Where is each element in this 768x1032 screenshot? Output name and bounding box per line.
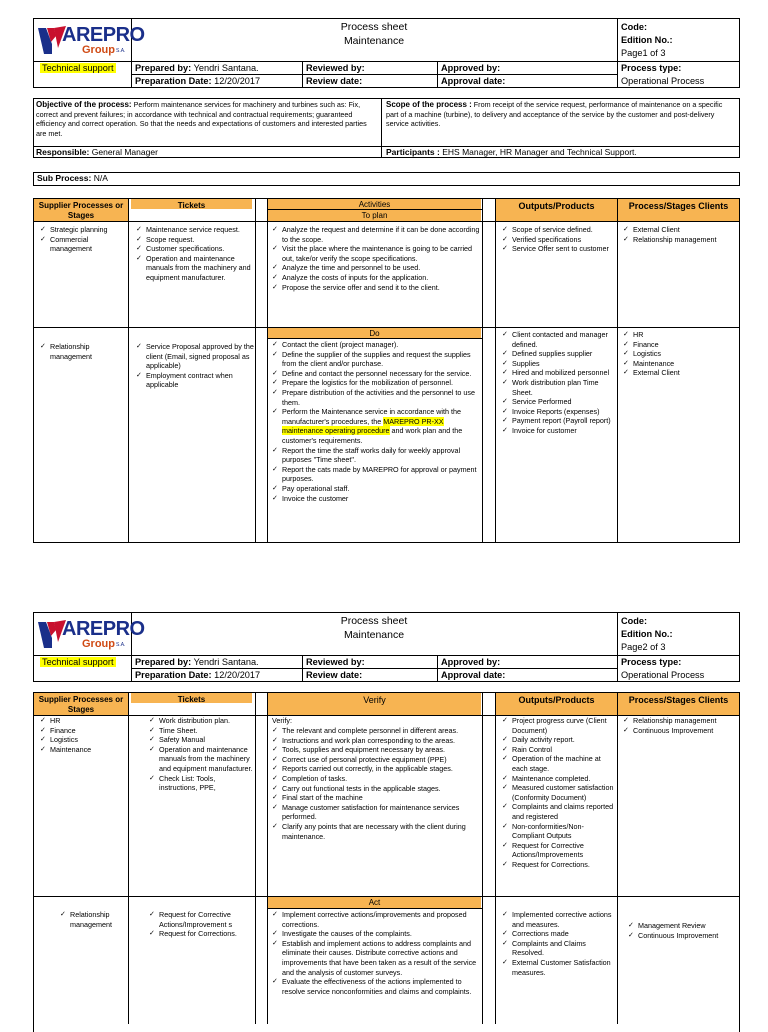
list-item: ✓ Propose the service offer and send it to the client.	[272, 283, 480, 293]
list-item	[272, 407, 480, 445]
list-item: ✓ Evaluate the effectiveness of the actions implemented to resolve service nonconformities and claims and complaints.	[272, 977, 480, 996]
list-item: ✓ Clarify any points that are necessary with the client during maintenance.	[272, 822, 480, 841]
list-item: ✓ Non-conformities/Non-Compliant Outputs	[502, 822, 615, 841]
subprocess-row	[33, 172, 740, 186]
edition-label: Edition No.:	[621, 629, 673, 639]
list-item: ✓ Management Review	[628, 921, 738, 931]
list-item: ✓ Hired and mobilized personnel	[502, 368, 615, 378]
reviewed-by: Reviewed by:	[306, 657, 365, 667]
list-item: ✓ Client contacted and manager defined.	[502, 330, 615, 349]
list-item: ✓ Manage customer satisfaction for maintenance services performed.	[272, 803, 480, 822]
list-item: ✓ External Customer Satisfaction measures.	[502, 958, 615, 977]
list-item: ✓ Service Performed	[502, 397, 615, 407]
list-item: ✓ Carry out functional tests in the applicable stages.	[272, 784, 480, 794]
list-item: ✓ Continuous Improvement	[623, 726, 738, 736]
col-suppliers: Supplier Processes or Stages	[38, 201, 124, 220]
subprocess	[37, 173, 108, 184]
plan-tickets	[136, 225, 254, 283]
reviewed-by: Reviewed by:	[306, 63, 365, 73]
list-item: ✓ Report the cats made by MAREPRO for approval or payment purposes.	[272, 465, 480, 484]
scope-label: Scope of the process :	[386, 100, 472, 109]
approved-by: Approved by:	[441, 657, 501, 667]
logo-wordmark: AREPRO	[62, 618, 145, 640]
objective-text	[36, 100, 378, 138]
list-item: ✓ Complaints and claims reported and registered	[502, 802, 615, 821]
list-item: ✓ Tools, supplies and equipment necessary by areas.	[272, 745, 480, 755]
col-suppliers: Supplier Processes or Stages	[38, 695, 124, 714]
list-item: ✓ Relationship management	[60, 910, 126, 929]
prepared-by	[135, 63, 259, 74]
list-item: ✓ HR	[40, 716, 126, 726]
list-item: ✓ Daily activity report.	[502, 735, 615, 745]
verify-suppliers	[40, 716, 126, 754]
list-item: ✓ Instructions and work plan corresponding to the areas.	[272, 736, 480, 746]
scope-text	[386, 100, 736, 129]
list-item: ✓ Relationship management	[40, 342, 126, 361]
list-item: ✓ Request for Corrections.	[502, 860, 615, 870]
prep-date-value: 12/20/2017	[214, 76, 261, 86]
act-tickets	[149, 910, 253, 939]
responsible-label: Responsible:	[36, 147, 90, 157]
list-item: ✓ Defined supplies supplier	[502, 349, 615, 359]
list-item: ✓ Operation of the machine at each stage.	[502, 754, 615, 773]
list-item: ✓ Service Proposal approved by the client (Email, signed proposal as applicable)	[136, 342, 254, 371]
doc-title-line1: Process sheet	[340, 21, 408, 33]
col-outputs: Outputs/Products	[518, 201, 595, 211]
do-clients	[623, 330, 738, 378]
list-item: ✓ Scope of service defined.	[502, 225, 615, 235]
list-item: ✓ Operation and maintenance manuals from the machinery and equipment manufacturer.	[136, 254, 254, 283]
list-item: ✓ Maintenance service request.	[136, 225, 254, 235]
list-item: ✓ Invoice for customer	[502, 426, 615, 436]
list-item: ✓ Prepare the logistics for the mobilization of personnel.	[272, 378, 480, 388]
list-item: ✓ Work distribution plan.	[149, 716, 253, 726]
list-item: ✓ Time Sheet.	[149, 726, 253, 736]
prepared-by-label: Prepared by:	[135, 657, 192, 667]
list-item: ✓ Final start of the machine	[272, 793, 480, 803]
scope-body: From receipt of the service request, performance of maintenance on a specific part of a machine (turbine), to delivery and acceptance of the service by the customer and post-delivery service activities.	[386, 100, 723, 129]
list-item: ✓ Corrections made	[502, 929, 615, 939]
verify-clients	[623, 716, 738, 735]
review-date: Review date:	[306, 76, 363, 86]
objective-body: Perform maintenance services for machinery and turbines such as: Fix, correct and prevent failures; in accordance with technical and contractual requirements; guaranteed efficiency and correct operation. So that the needs and expectations of customers and interested parties are met.	[36, 100, 367, 138]
act-clients	[628, 921, 738, 940]
list-item: ✓ Correct use of personal protective equipment (PPE)	[272, 755, 480, 765]
prep-date-label: Preparation Date:	[135, 670, 212, 680]
list-item: ✓ Strategic planning	[40, 225, 126, 235]
list-item: ✓ Service Offer sent to customer	[502, 244, 615, 254]
list-item: ✓ Check List: Tools, instructions, PPE,	[149, 774, 253, 793]
code-label: Code:	[621, 22, 648, 32]
list-item: ✓ Reports carried out correctly, in the applicable stages.	[272, 764, 480, 774]
list-item: ✓ Scope request.	[136, 235, 254, 245]
plan-clients	[623, 225, 738, 244]
list-item: ✓ Maintenance completed.	[502, 774, 615, 784]
responsible-value: General Manager	[91, 147, 158, 157]
review-date: Review date:	[306, 670, 363, 680]
list-item: ✓ Project progress curve (Client Document)	[502, 716, 615, 735]
list-item: ✓ Safety Manual	[149, 735, 253, 745]
list-item: ✓ The relevant and complete personnel in different areas.	[272, 726, 480, 736]
list-item: ✓ Define the supplier of the supplies and request the supplies from the client and/or purchase.	[272, 350, 480, 369]
list-item: ✓ Employment contract when applicable	[136, 371, 254, 390]
plan-suppliers	[40, 225, 126, 254]
participants-label: Participants :	[386, 147, 440, 157]
stage-act: Act	[368, 898, 381, 907]
logo-suffix: S.A.	[116, 48, 126, 54]
list-item: ✓ Commercial management	[40, 235, 126, 254]
do-activities	[272, 340, 480, 503]
list-item: ✓ Complaints and Claims Resolved.	[502, 939, 615, 958]
marepro-logo	[38, 22, 145, 58]
list-item: ✓ Request for Corrective Actions/Improvements	[502, 841, 615, 860]
prep-date	[135, 76, 260, 87]
list-item: ✓ Finance	[40, 726, 126, 736]
page-number: Page1 of 3	[621, 48, 666, 58]
list-item: ✓ Contact the client (project manager).	[272, 340, 480, 350]
tech-support-label: Technical support	[42, 63, 114, 73]
procedure-highlight: MAREPRO PR-XX maintenance operating procedure	[282, 416, 444, 436]
list-item: ✓ Analyze the time and personnel to be used.	[272, 263, 480, 273]
do-tickets	[136, 342, 254, 390]
list-item: ✓ Operation and maintenance manuals from the machinery and equipment manufacturer.	[149, 745, 253, 774]
verify-tickets	[149, 716, 253, 793]
participants-value: EHS Manager, HR Manager and Technical Support.	[442, 147, 637, 157]
doc-title-line1: Process sheet	[340, 615, 408, 627]
page-number: Page2 of 3	[621, 642, 666, 652]
list-item: ✓ Request for Corrections.	[149, 929, 253, 939]
col-verify: Verify	[363, 695, 386, 705]
prep-date	[135, 670, 260, 681]
list-item: ✓ Analyze the request and determine if it can be done according to the scope.	[272, 225, 480, 244]
tech-support-wrap	[40, 63, 116, 74]
list-item: ✓ Customer specifications.	[136, 244, 254, 254]
list-item: ✓ Measured customer satisfaction (Conformity Document)	[502, 783, 615, 802]
list-item: ✓ Invoice the customer	[272, 494, 480, 504]
list-item: ✓ Finance	[623, 340, 738, 350]
tech-support-wrap	[40, 657, 116, 668]
prepared-by	[135, 657, 259, 668]
list-item: ✓ Verified specifications	[502, 235, 615, 245]
approval-date: Approval date:	[441, 670, 506, 680]
act-suppliers	[60, 910, 126, 929]
act-outputs	[502, 910, 615, 977]
list-item: ✓ Completion of tasks.	[272, 774, 480, 784]
activity-text: Perform the Maintenance service in accordance with the manufacturer's procedures, the	[282, 407, 461, 426]
list-item: ✓ Analyze the costs of inputs for the application.	[272, 273, 480, 283]
col-tickets: Tickets	[177, 695, 206, 704]
list-item: ✓ Pay operational staff.	[272, 484, 480, 494]
col-clients: Process/Stages Clients	[628, 695, 729, 705]
logo-group: Group	[82, 638, 115, 650]
tech-support-label: Technical support	[42, 657, 114, 667]
marepro-logo	[38, 616, 145, 652]
list-item: ✓ HR	[623, 330, 738, 340]
prepared-by-value: Yendri Santana.	[193, 657, 259, 667]
doc-title-line2: Maintenance	[343, 629, 405, 641]
logo-suffix: S.A.	[116, 642, 126, 648]
col-outputs: Outputs/Products	[518, 695, 595, 705]
stage-do: Do	[369, 329, 380, 338]
prepared-by-value: Yendri Santana.	[193, 63, 259, 73]
prep-date-label: Preparation Date:	[135, 76, 212, 86]
approval-date: Approval date:	[441, 76, 506, 86]
list-item: ✓ Relationship management	[623, 716, 738, 726]
list-item: ✓ Maintenance	[40, 745, 126, 755]
list-item: ✓ External Client	[623, 225, 738, 235]
list-item: ✓ External Client	[623, 368, 738, 378]
edition-label: Edition No.:	[621, 35, 673, 45]
list-item: ✓ Invoice Reports (expenses)	[502, 407, 615, 417]
plan-activities	[272, 225, 480, 292]
verify-intro: Verify:	[272, 716, 292, 725]
objective-label: Objective of the process:	[36, 100, 132, 109]
list-item: ✓ Work distribution plan Time Sheet.	[502, 378, 615, 397]
list-item: ✓ Maintenance	[623, 359, 738, 369]
verify-activities	[272, 726, 480, 841]
list-item: ✓ Payment report (Payroll report)	[502, 416, 615, 426]
logo-wordmark: AREPRO	[62, 24, 145, 46]
subprocess-label: Sub Process:	[37, 173, 92, 183]
participants	[386, 147, 637, 158]
plan-outputs	[502, 225, 615, 254]
process-type-label: Process type:	[621, 63, 682, 73]
code-label: Code:	[621, 616, 648, 626]
col-activities: Activities	[358, 200, 391, 209]
list-item: ✓ Prepare distribution of the activities and the personnel to use them.	[272, 388, 480, 407]
list-item: ✓ Investigate the causes of the complaints.	[272, 929, 480, 939]
act-activities	[272, 910, 480, 996]
process-type-value: Operational Process	[621, 76, 705, 86]
list-item: ✓ Report the time the staff works daily for weekly approval purposes "Time sheet".	[272, 446, 480, 465]
subprocess-value: N/A	[93, 173, 108, 183]
list-item: ✓ Establish and implement actions to address complaints and eliminate their causes. Distribute corrective actions and improvements that have been taken as a result of the service and the analysis of customer surveys.	[272, 939, 480, 977]
do-suppliers	[40, 342, 126, 361]
list-item: ✓ Continuous Improvement	[628, 931, 738, 941]
col-clients: Process/Stages Clients	[628, 201, 729, 211]
list-item: ✓ Implement corrective actions/improvements and proposed corrections.	[272, 910, 480, 929]
list-item: ✓ Request for Corrective Actions/Improvement s	[149, 910, 253, 929]
list-item: ✓ Define and contact the personnel necessary for the service.	[272, 369, 480, 379]
list-item: ✓ Implemented corrective actions and measures.	[502, 910, 615, 929]
list-item: ✓ Relationship management	[623, 235, 738, 245]
activity-text: and work plan and the customer's requirements.	[282, 426, 463, 445]
prepared-by-label: Prepared by:	[135, 63, 192, 73]
list-item: ✓ Supplies	[502, 359, 615, 369]
col-tickets: Tickets	[177, 201, 206, 210]
process-type-value: Operational Process	[621, 670, 705, 680]
do-outputs	[502, 330, 615, 436]
stage-plan: To plan	[361, 211, 388, 220]
process-type-label: Process type:	[621, 657, 682, 667]
approved-by: Approved by:	[441, 63, 501, 73]
list-item: ✓ Visit the place where the maintenance is going to be carried out, take/or verify the scope specifications.	[272, 244, 480, 263]
responsible	[36, 147, 158, 158]
logo-group: Group	[82, 44, 115, 56]
verify-outputs	[502, 716, 615, 870]
doc-title-line2: Maintenance	[343, 35, 405, 47]
list-item: ✓ Logistics	[40, 735, 126, 745]
list-item: ✓ Logistics	[623, 349, 738, 359]
prep-date-value: 12/20/2017	[214, 670, 261, 680]
list-item: ✓ Rain Control	[502, 745, 615, 755]
